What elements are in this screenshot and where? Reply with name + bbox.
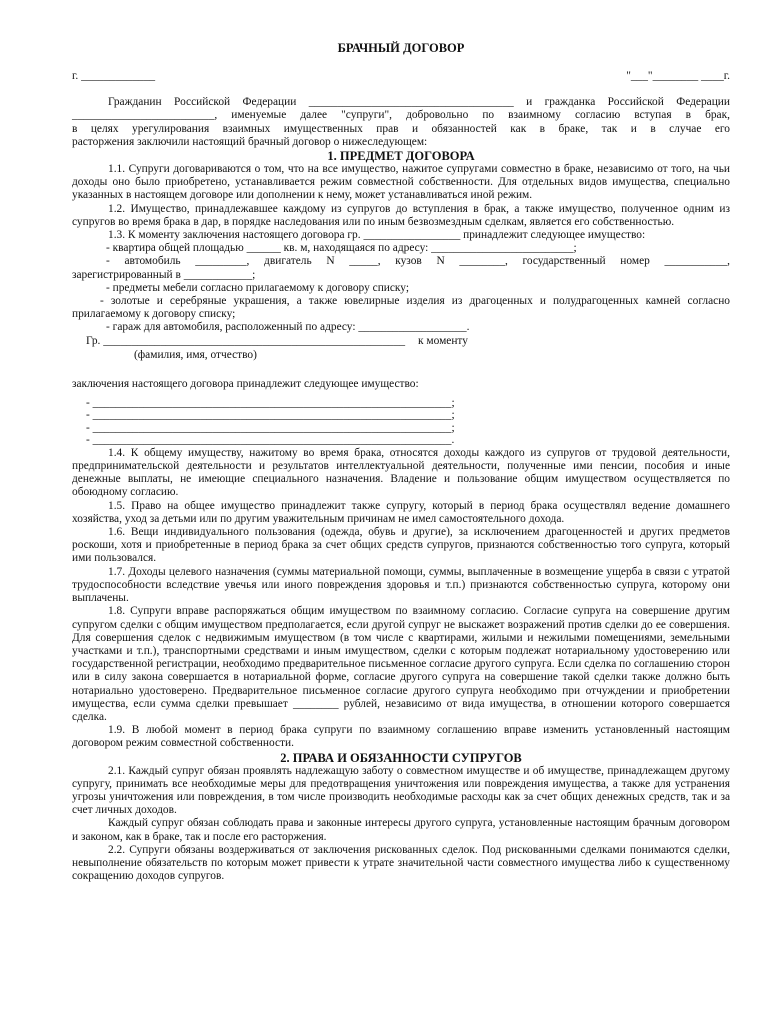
clause-1-2: 1.2. Имущество, принадлежавшее каждому из супругов до вступления в брак, а также имущество, полученное одним из супругов во время брака в дар, в порядке наследования или по иным безвозмездным сделкам, является его собственностью. xyxy=(72,202,730,228)
clause-1-6: 1.6. Вещи индивидуального пользования (одежда, обувь и другие), за исключением драгоценностей и других предметов роскоши, хотя и приобретенные в период брака за счет общих средств супругов, признаются собственностью того супруга, который ими пользовался. xyxy=(72,526,730,565)
owner-line-suffix: к моменту xyxy=(418,334,468,347)
owned-property-line: заключения настоящего договора принадлежит следующее имущество: xyxy=(72,377,419,390)
document-title: БРАЧНЫЙ ДОГОВОР xyxy=(337,41,465,55)
contract-document xyxy=(72,42,730,883)
property-item-garage: - гараж для автомобиля, расположенный по адресу: ___________________. xyxy=(106,321,470,334)
section-2-title: 2. ПРАВА И ОБЯЗАННОСТИ СУПРУГОВ xyxy=(280,750,522,765)
intro-line-2: _________________________, именуемые далее "супруги", добровольно по взаимному согласию вступая в брак, xyxy=(72,109,730,122)
clause-1-9: 1.9. В любой момент в период брака супруги по взаимному соглашению вправе изменить установленный настоящим договором режим совместной собственности. xyxy=(72,724,730,750)
clause-1-1: 1.1. Супруги договариваются о том, что на все имущество, нажитое супругами совместно в браке, независимо от того, на чьи доходы оно было приобретено, устанавливается режим совместной собственности. Для отдельных видов имущества, специально указанных в настоящем договоре или дополнении к нему, может устанавливаться иной режим. xyxy=(72,163,730,202)
clause-1-7: 1.7. Доходы целевого назначения (суммы материальной помощи, суммы, выплаченные в возмещение ущерба в связи с утратой трудоспособности вследствие увечья или иного повреждения здоровья и т.п.) признаются собственностью супруга, которому они выплачены. xyxy=(72,565,730,605)
property-item-apartment: - квартира общей площадью ______ кв. м, находящаяся по адресу: _________________________; xyxy=(106,242,577,255)
owned-item-line-1: - _______________________________________________________________; xyxy=(86,396,455,409)
owned-item-line-4: - _______________________________________________________________. xyxy=(86,434,455,447)
clause-1-3: 1.3. К моменту заключения настоящего договора гр. _________________ принадлежит следующее имущество: xyxy=(108,229,646,242)
clause-1-4: 1.4. К общему имуществу, нажитому во время брака, относятся доходы каждого из супругов от трудовой деятельности, предпринимательской деятельности и результатов интеллектуальной деятельности, полученные ими пенсии, пособия и иные денежные выплаты, не имеющие специального назначения. Владение и пользование общим имуществом осуществляется по обоюдному согласию. xyxy=(72,446,730,499)
property-item-car-registration: зарегистрированный в ____________; xyxy=(72,268,256,281)
property-item-car: - автомобиль _________, двигатель N _____, кузов N ________, государственный номер ___________, xyxy=(106,255,730,268)
owned-item-line-3: - _______________________________________________________________; xyxy=(86,421,455,434)
place-date-line xyxy=(72,70,730,84)
intro-line-3: в целях урегулирования взаимных имущественных прав и обязанностей как в браке, так и в случае его xyxy=(72,122,730,135)
date-field: "___"________ ____г. xyxy=(626,70,730,83)
property-item-furniture: - предметы мебели согласно прилагаемому к договору списку; xyxy=(106,281,410,294)
city-field: г. _____________ xyxy=(72,70,156,83)
clause-2-2: 2.2. Супруги обязаны воздерживаться от заключения рискованных сделок. Под рискованными сделками понимаются сделки, невыполнение обязательств по которым может привести к утрате значительной части совместного имущества либо к существенному сокращению доходов супругов. xyxy=(72,843,730,883)
property-item-jewelry: - золотые и серебряные украшения, а также ювелирные изделия из драгоценных и полудрагоценных камней согласно прилагаемому к договору списку; xyxy=(72,295,730,321)
owner-line xyxy=(72,335,730,349)
owned-item-line-2: - _______________________________________________________________; xyxy=(86,409,455,422)
section-1-title: 1. ПРЕДМЕТ ДОГОВОРА xyxy=(327,149,475,164)
clause-1-8: 1.8. Супруги вправе распоряжаться общим имуществом по взаимному согласию. Согласие супруга на совершение другим супругом сделки с общим имуществом предполагается, если другой супруг не выскажет возражений против сделки до ее совершения. Для совершения сделок с недвижимым имуществом (в том числе с квартирами, жилыми и нежилыми помещениями, земельными участками и т.п.), транспортными средствами и иным имуществом, сделки с которым подлежат нотариальному удостоверению или государственной регистрации, необходимо предварительное письменное согласие другого супруга. Если сделка по соглашению сторон или в силу закона совершается в нотариальной форме, согласие другого супруга на совершение такой сделки также должно быть нотариально удостоверено. Предварительное письменное согласие другого супруга необходимо при отчуждении и приобретении имущества, если сумма сделки превышает ________ рублей, независимо от вида имущества, в отношении которого совершается сделка. xyxy=(72,605,730,723)
clause-1-5: 1.5. Право на общее имущество принадлежит также супругу, который в период брака осуществлял ведение домашнего хозяйства, уход за детьми или по другим уважительным причинам не имел самостоятельного дохода. xyxy=(72,499,730,525)
intro-line-1: Гражданин Российской Федерации ____________________________________ и гражданка Российской Федерации xyxy=(108,96,730,109)
owner-name-caption: (фамилия, имя, отчество) xyxy=(134,348,257,361)
intro-line-4: расторжения заключили настоящий брачный договор о нижеследующем: xyxy=(72,135,428,148)
clause-2-1-continued: Каждый супруг обязан соблюдать права и законные интересы другого супруга, установленные настоящим брачным договором и законом, как в браке, так и после его расторжения. xyxy=(72,817,730,843)
clause-2-1: 2.1. Каждый супруг обязан проявлять надлежащую заботу о совместном имуществе и об имуществе, принадлежащем другому супругу, принимать все необходимые меры для предотвращения уничтожения или повреждения имущества, а также для устранения угрозы уничтожения или повреждения, в том числе производить необходимые расходы как за счет общих денежных средств, так и за счет личных доходов. xyxy=(72,764,730,817)
owner-name-field: Гр. _____________________________________________________ xyxy=(86,334,406,347)
